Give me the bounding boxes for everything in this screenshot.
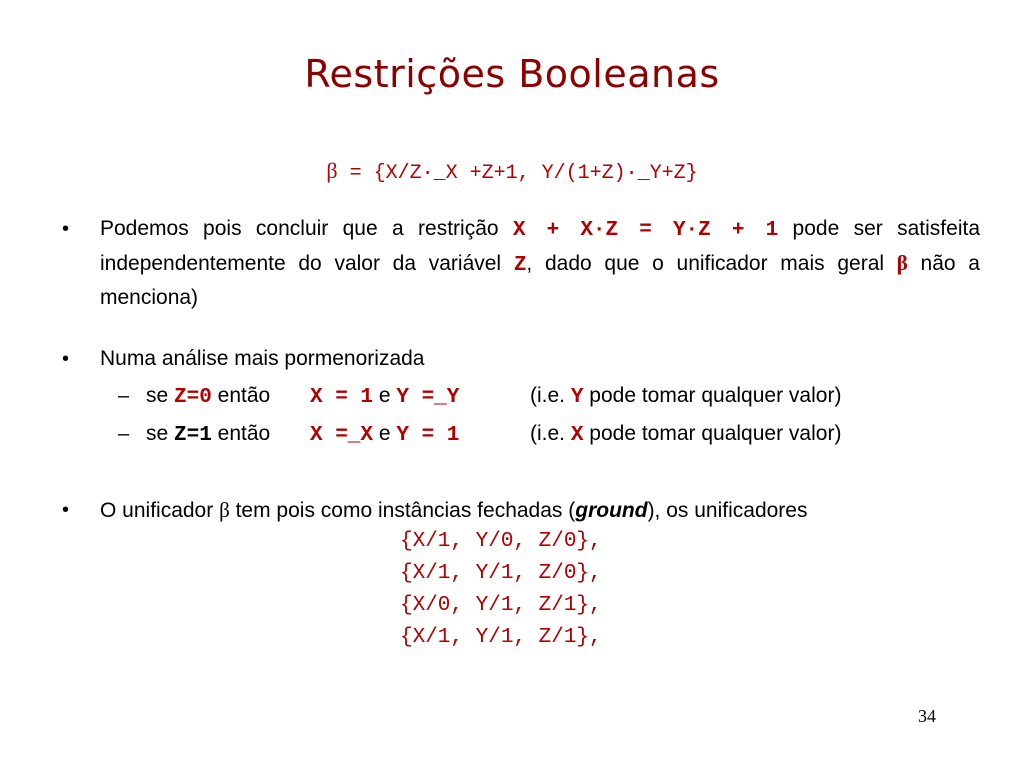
variable-z: Z [513, 254, 527, 277]
case-se: se [146, 422, 175, 445]
bullet-marker: • [62, 218, 70, 240]
case-x-value: X = 1 [310, 386, 374, 409]
ground-unifier: {X/1, Y/1, Z/0}, [400, 562, 602, 585]
slide-number: 34 [918, 706, 936, 726]
bullet1-text-c: , dado que o unificador mais geral [526, 252, 897, 275]
bullet1-text-b: pode ser satisfeita independentemente do valor da variável [100, 217, 980, 275]
formula-body: = {X/Z·_X +Z+1, Y/(1+Z)·_Y+Z} [337, 162, 698, 185]
case-free-var: Y [570, 386, 584, 409]
beta-symbol: β [219, 498, 230, 522]
ground-unifier-list [400, 526, 602, 654]
ground-unifier: {X/0, Y/1, Z/1}, [400, 594, 602, 617]
case-z1-values [310, 418, 459, 452]
bullet-marker: • [62, 499, 70, 521]
ground-unifier: {X/1, Y/0, Z/0}, [400, 530, 602, 553]
case-entao: então [211, 422, 271, 445]
case-note-rest: pode tomar qualquer valor) [583, 422, 842, 445]
ground-unifier: {X/1, Y/1, Z/1}, [400, 626, 602, 649]
bullet-analysis: Numa análise mais pormenorizada [100, 347, 425, 370]
bullet3-text-a: O unificador [100, 499, 220, 522]
case-z0-values [310, 380, 459, 414]
slide-title: Restrições Booleanas [304, 52, 720, 96]
case-ie: (i.e. [530, 422, 571, 445]
case-condition: Z=0 [174, 386, 212, 409]
case-entao: então [211, 384, 271, 407]
bullet-conclusion [100, 213, 980, 314]
case-free-var: X [570, 424, 584, 447]
case-condition: Z=1 [174, 424, 212, 447]
case-z1 [146, 418, 270, 452]
restriction-expr: X + X·Z = Y·Z + 1 [512, 219, 779, 242]
case-x-value: X =_X [310, 424, 374, 447]
case-e: e [373, 384, 397, 407]
bullet-marker: • [62, 348, 70, 370]
case-z1-note [530, 418, 841, 452]
dash-marker: – [118, 385, 130, 407]
bullet-ground-instances [100, 494, 807, 527]
bullet1-text-a: Podemos pois concluir que a restrição [100, 217, 513, 240]
case-e: e [373, 422, 397, 445]
case-z0-note [530, 380, 841, 414]
case-se: se [146, 384, 175, 407]
beta-formula [0, 158, 1024, 185]
bullet3-text-b: tem pois como instâncias fechadas ( [229, 499, 576, 522]
case-ie: (i.e. [530, 384, 571, 407]
beta-symbol: β [326, 158, 338, 183]
case-z0 [146, 380, 270, 414]
bullet1-text-d: não a menciona) [100, 252, 980, 309]
ground-term: ground [575, 499, 648, 522]
case-note-rest: pode tomar qualquer valor) [583, 384, 842, 407]
beta-symbol: β [896, 251, 908, 275]
case-y-value: Y = 1 [396, 424, 460, 447]
dash-marker: – [118, 423, 130, 445]
bullet3-text-c: ), os unificadores [647, 499, 808, 522]
case-y-value: Y =_Y [396, 386, 460, 409]
